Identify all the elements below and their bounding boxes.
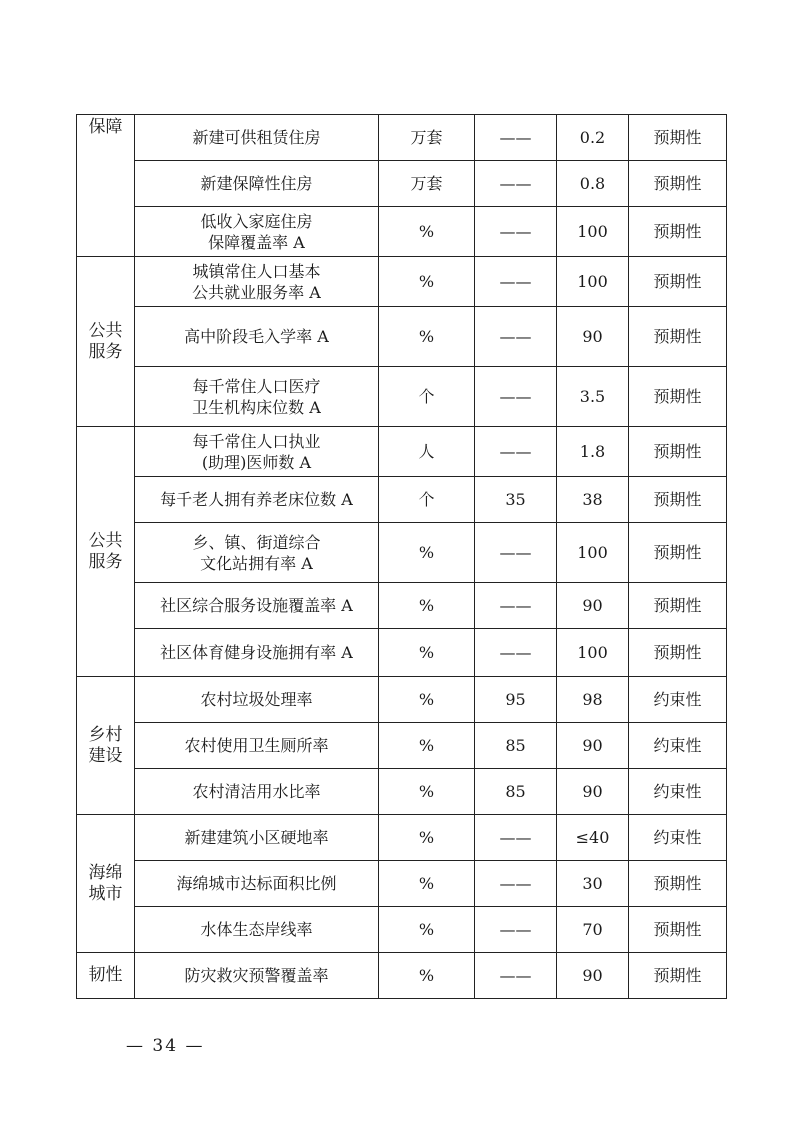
category-cell: 保障 [77, 115, 135, 257]
target-value-cell: 0.2 [557, 115, 629, 161]
base-value-cell: —— [475, 815, 557, 861]
base-value-cell: —— [475, 953, 557, 999]
target-value-cell: ≤40 [557, 815, 629, 861]
target-value-cell: 90 [557, 723, 629, 769]
unit-cell: % [379, 907, 475, 953]
indicator-name: 每千常住人口执业 (助理)医师数 A [135, 427, 379, 477]
table-row [77, 815, 727, 861]
base-value-cell: —— [475, 207, 557, 257]
base-value-cell: —— [475, 115, 557, 161]
indicator-name: 农村垃圾处理率 [135, 677, 379, 723]
unit-cell: % [379, 629, 475, 677]
category-cell: 海绵 城市 [77, 815, 135, 953]
indicator-name: 农村使用卫生厕所率 [135, 723, 379, 769]
attribute-cell: 约束性 [629, 677, 727, 723]
indicator-name: 低收入家庭住房 保障覆盖率 A [135, 207, 379, 257]
target-value-cell: 98 [557, 677, 629, 723]
attribute-cell: 预期性 [629, 115, 727, 161]
target-value-cell: 100 [557, 207, 629, 257]
category-cell: 韧性 [77, 953, 135, 999]
target-value-cell: 70 [557, 907, 629, 953]
indicator-name: 水体生态岸线率 [135, 907, 379, 953]
indicator-name: 农村清洁用水比率 [135, 769, 379, 815]
category-cell: 公共 服务 [77, 427, 135, 677]
target-value-cell: 100 [557, 257, 629, 307]
unit-cell: % [379, 257, 475, 307]
base-value-cell: 85 [475, 723, 557, 769]
target-value-cell: 90 [557, 769, 629, 815]
indicator-name: 新建可供租赁住房 [135, 115, 379, 161]
attribute-cell: 约束性 [629, 769, 727, 815]
attribute-cell: 预期性 [629, 953, 727, 999]
indicator-name: 新建建筑小区硬地率 [135, 815, 379, 861]
indicator-name: 高中阶段毛入学率 A [135, 307, 379, 367]
attribute-cell: 预期性 [629, 583, 727, 629]
attribute-cell: 预期性 [629, 367, 727, 427]
base-value-cell: —— [475, 161, 557, 207]
attribute-cell: 预期性 [629, 161, 727, 207]
attribute-cell: 预期性 [629, 523, 727, 583]
unit-cell: % [379, 677, 475, 723]
unit-cell: 个 [379, 367, 475, 427]
base-value-cell: —— [475, 257, 557, 307]
table-row [77, 523, 727, 583]
base-value-cell: 85 [475, 769, 557, 815]
indicator-name: 社区体育健身设施拥有率 A [135, 629, 379, 677]
page-number: — 34 — [126, 1036, 205, 1056]
base-value-cell: 35 [475, 477, 557, 523]
indicator-name: 每千老人拥有养老床位数 A [135, 477, 379, 523]
table-row [77, 257, 727, 307]
category-cell: 乡村 建设 [77, 677, 135, 815]
base-value-cell: —— [475, 629, 557, 677]
unit-cell: % [379, 307, 475, 367]
unit-cell: 个 [379, 477, 475, 523]
table-row [77, 629, 727, 677]
table-row [77, 115, 727, 161]
table-row [77, 953, 727, 999]
attribute-cell: 预期性 [629, 477, 727, 523]
base-value-cell: —— [475, 907, 557, 953]
indicator-name: 乡、镇、街道综合 文化站拥有率 A [135, 523, 379, 583]
unit-cell: % [379, 861, 475, 907]
attribute-cell: 预期性 [629, 427, 727, 477]
base-value-cell: —— [475, 427, 557, 477]
base-value-cell: —— [475, 307, 557, 367]
base-value-cell: 95 [475, 677, 557, 723]
table-row [77, 367, 727, 427]
base-value-cell: —— [475, 583, 557, 629]
table-row [77, 161, 727, 207]
unit-cell: % [379, 815, 475, 861]
unit-cell: % [379, 523, 475, 583]
indicator-name: 社区综合服务设施覆盖率 A [135, 583, 379, 629]
target-value-cell: 1.8 [557, 427, 629, 477]
attribute-cell: 预期性 [629, 257, 727, 307]
target-value-cell: 30 [557, 861, 629, 907]
unit-cell: % [379, 769, 475, 815]
base-value-cell: —— [475, 861, 557, 907]
unit-cell: % [379, 207, 475, 257]
unit-cell: % [379, 953, 475, 999]
base-value-cell: —— [475, 523, 557, 583]
attribute-cell: 预期性 [629, 907, 727, 953]
indicator-name: 城镇常住人口基本 公共就业服务率 A [135, 257, 379, 307]
table-row [77, 769, 727, 815]
attribute-cell: 预期性 [629, 307, 727, 367]
table-row [77, 477, 727, 523]
base-value-cell: —— [475, 367, 557, 427]
indicator-name: 新建保障性住房 [135, 161, 379, 207]
attribute-cell: 约束性 [629, 815, 727, 861]
unit-cell: 万套 [379, 161, 475, 207]
attribute-cell: 预期性 [629, 861, 727, 907]
attribute-cell: 预期性 [629, 629, 727, 677]
unit-cell: 人 [379, 427, 475, 477]
table-row [77, 427, 727, 477]
indicator-name: 每千常住人口医疗 卫生机构床位数 A [135, 367, 379, 427]
target-value-cell: 90 [557, 953, 629, 999]
target-value-cell: 3.5 [557, 367, 629, 427]
unit-cell: % [379, 723, 475, 769]
table-row [77, 861, 727, 907]
target-value-cell: 38 [557, 477, 629, 523]
table-row [77, 583, 727, 629]
indicator-table [76, 114, 727, 999]
unit-cell: % [379, 583, 475, 629]
unit-cell: 万套 [379, 115, 475, 161]
table-row [77, 207, 727, 257]
attribute-cell: 约束性 [629, 723, 727, 769]
target-value-cell: 100 [557, 629, 629, 677]
target-value-cell: 90 [557, 583, 629, 629]
indicator-name: 防灾救灾预警覆盖率 [135, 953, 379, 999]
attribute-cell: 预期性 [629, 207, 727, 257]
table-row [77, 907, 727, 953]
target-value-cell: 0.8 [557, 161, 629, 207]
table-row [77, 307, 727, 367]
target-value-cell: 90 [557, 307, 629, 367]
category-cell: 公共 服务 [77, 257, 135, 427]
indicator-name: 海绵城市达标面积比例 [135, 861, 379, 907]
target-value-cell: 100 [557, 523, 629, 583]
table-row [77, 723, 727, 769]
table-row [77, 677, 727, 723]
